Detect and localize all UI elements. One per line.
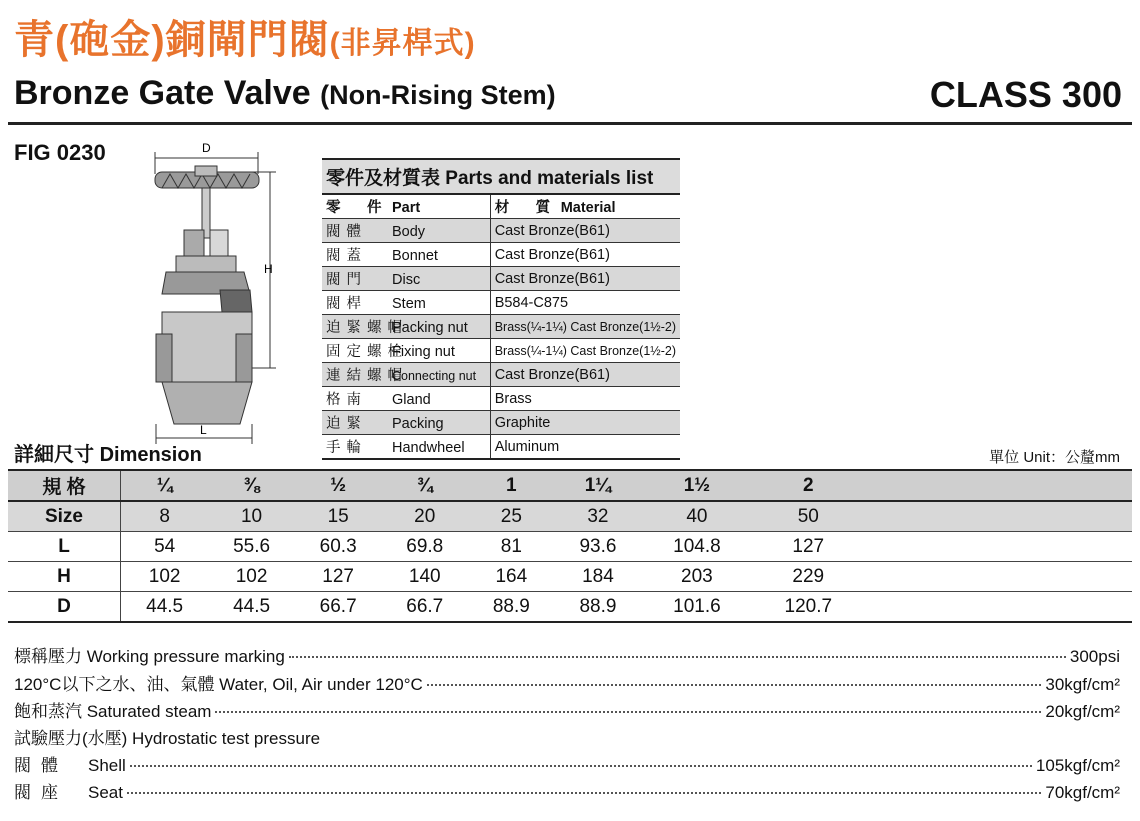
- cell: 127: [295, 562, 382, 592]
- parts-row: [322, 315, 680, 339]
- d-dimension-label: D: [202, 141, 211, 155]
- spec-seat: [14, 778, 1120, 803]
- part-material: Cast Bronze(B61): [490, 363, 680, 387]
- part-cn: 手輪: [326, 440, 367, 456]
- cell: 101.6: [641, 592, 752, 623]
- cell: 88.9: [555, 592, 642, 623]
- spec-label: 120°C以下之水、油、氣體 Water, Oil, Air under 120°C: [14, 675, 423, 694]
- parts-row: [322, 267, 680, 291]
- parts-row: [322, 291, 680, 315]
- dimension-title-en: Dimension: [99, 444, 202, 466]
- part-material: Brass: [490, 387, 680, 411]
- dimension-row-l: [8, 532, 1132, 562]
- row-label: L: [8, 532, 121, 562]
- cell: 54: [121, 532, 209, 562]
- part-material: Cast Bronze(B61): [490, 219, 680, 243]
- part-material: Brass(¼-1¼) Cast Bronze(1½-2): [490, 315, 680, 339]
- parts-row: [322, 435, 680, 460]
- cell: 229: [753, 562, 864, 592]
- dimension-title: [14, 438, 202, 467]
- parts-table-header: [322, 194, 680, 219]
- spec-label-en: Seat: [88, 783, 123, 802]
- cell: 120.7: [753, 592, 864, 623]
- parts-materials-table: [322, 158, 680, 460]
- cell: 1: [468, 470, 555, 501]
- cell: 32: [555, 501, 642, 532]
- spec-value: 20kgf/cm²: [1045, 702, 1120, 721]
- cell: 88.9: [468, 592, 555, 623]
- part-cn: 迫緊: [326, 416, 367, 432]
- parts-row: [322, 363, 680, 387]
- spec-label: 標稱壓力 Working pressure marking: [14, 647, 285, 666]
- part-material: Cast Bronze(B61): [490, 243, 680, 267]
- cell-empty: [864, 532, 1132, 562]
- row-label: H: [8, 562, 121, 592]
- unit-label: 單位 Unit：公釐mm: [989, 449, 1120, 466]
- cell: ¾: [381, 470, 468, 501]
- spec-label-en: Shell: [88, 756, 126, 775]
- cell: ¼: [121, 470, 209, 501]
- cell: 50: [753, 501, 864, 532]
- part-material: B584-C875: [490, 291, 680, 315]
- header-part-en: Part: [392, 200, 421, 216]
- leader-dots: [427, 684, 1042, 686]
- part-cn: 閥桿: [326, 296, 367, 312]
- cell: 60.3: [295, 532, 382, 562]
- cell: 2: [753, 470, 864, 501]
- leader-dots: [215, 711, 1041, 713]
- parts-caption-en: Parts and materials list: [445, 168, 654, 189]
- cell: 104.8: [641, 532, 752, 562]
- cell: 102: [121, 562, 209, 592]
- row-label: 規 格: [8, 470, 121, 501]
- title-chinese-sub: (非昇桿式): [329, 27, 476, 60]
- spec-label-cn: 閥體: [14, 756, 68, 775]
- h-dimension-label: H: [264, 262, 273, 276]
- cell-empty: [864, 470, 1132, 501]
- cell: 184: [555, 562, 642, 592]
- leader-dots: [130, 765, 1032, 767]
- row-label: Size: [8, 501, 121, 532]
- dimension-row-size: [8, 501, 1132, 532]
- cell: 69.8: [381, 532, 468, 562]
- parts-caption-cn: 零件及材質表: [326, 168, 441, 189]
- pressure-class-label: CLASS 300: [929, 74, 1122, 115]
- part-material: Brass(¼-1¼) Cast Bronze(1½-2): [490, 339, 680, 363]
- parts-row: [322, 387, 680, 411]
- part-en: Handwheel: [392, 440, 465, 456]
- title-english-main: Bronze Gate Valve: [14, 74, 311, 112]
- cell: ⅜: [208, 470, 295, 501]
- cell: 66.7: [381, 592, 468, 623]
- cell: ½: [295, 470, 382, 501]
- part-en: Disc: [392, 272, 421, 288]
- parts-table-caption: [322, 159, 680, 194]
- cell: 25: [468, 501, 555, 532]
- spec-value: 300psi: [1069, 647, 1120, 666]
- leader-dots: [289, 656, 1066, 658]
- cell: 44.5: [208, 592, 295, 623]
- cell: 15: [295, 501, 382, 532]
- dimension-row-h: [8, 562, 1132, 592]
- dimension-row-d: [8, 592, 1132, 623]
- cell: 10: [208, 501, 295, 532]
- part-en: Packing: [392, 416, 444, 432]
- spec-value: 105kgf/cm²: [1035, 756, 1120, 775]
- cell: 1¼: [555, 470, 642, 501]
- spec-label: 試驗壓力(水壓) Hydrostatic test pressure: [14, 729, 321, 748]
- spec-label-cn: 閥座: [14, 783, 68, 802]
- l-dimension-label: L: [200, 423, 207, 437]
- parts-row: [322, 339, 680, 363]
- cell: 81: [468, 532, 555, 562]
- header-material-en: Material: [560, 200, 616, 216]
- cell-empty: [864, 562, 1132, 592]
- valve-drawing: [140, 138, 320, 450]
- part-en: Packing nut: [392, 320, 468, 336]
- spec-working-pressure: [14, 642, 1120, 667]
- part-en: Body: [392, 224, 426, 240]
- title-english-sub: (Non-Rising Stem): [320, 80, 556, 110]
- cell-empty: [864, 592, 1132, 623]
- header-material-cn: 材 質: [494, 200, 557, 216]
- part-material: Cast Bronze(B61): [490, 267, 680, 291]
- packing-nut: [184, 230, 204, 256]
- part-en: Fixing nut: [392, 344, 455, 360]
- figure-number: FIG 0230: [14, 140, 106, 165]
- cell: 40: [641, 501, 752, 532]
- cell: 127: [753, 532, 864, 562]
- cell: 8: [121, 501, 209, 532]
- spec-value: 70kgf/cm²: [1045, 783, 1120, 802]
- spec-shell: [14, 751, 1120, 776]
- cell: 55.6: [208, 532, 295, 562]
- part-cn: 連結螺帽: [326, 368, 408, 384]
- part-cn: 迫緊螺帽: [326, 320, 408, 336]
- cell: 203: [641, 562, 752, 592]
- spec-hydrostatic-test: [14, 724, 1120, 749]
- title-chinese-main: 青(砲金)銅閘門閥: [14, 18, 330, 62]
- cell-empty: [864, 501, 1132, 532]
- part-material: Graphite: [490, 411, 680, 435]
- cell: 164: [468, 562, 555, 592]
- spec-water-oil-air: [14, 670, 1120, 695]
- part-cn: 格南: [326, 392, 367, 408]
- parts-row: [322, 411, 680, 435]
- parts-row: [322, 243, 680, 267]
- part-en: Connecting nut: [392, 369, 477, 383]
- title-english: [14, 74, 556, 113]
- cell: 1½: [641, 470, 752, 501]
- parts-row: [322, 219, 680, 243]
- cell: 44.5: [121, 592, 209, 623]
- part-cn: 閥體: [326, 224, 367, 240]
- cell: 66.7: [295, 592, 382, 623]
- cell: 93.6: [555, 532, 642, 562]
- part-en: Stem: [392, 296, 426, 312]
- dimension-row-spec: [8, 470, 1132, 501]
- cell: 102: [208, 562, 295, 592]
- title-chinese: [14, 8, 476, 65]
- header-part-cn: 零 件: [326, 200, 388, 216]
- part-material: Aluminum: [490, 435, 680, 460]
- spec-value: 30kgf/cm²: [1045, 675, 1120, 694]
- leader-dots: [127, 792, 1041, 794]
- row-label: D: [8, 592, 121, 623]
- part-en: Bonnet: [392, 248, 438, 264]
- header-divider: [8, 122, 1132, 125]
- cell: 20: [381, 501, 468, 532]
- cell: 140: [381, 562, 468, 592]
- spec-saturated-steam: [14, 697, 1120, 722]
- dimension-table: [8, 469, 1132, 623]
- dimension-title-cn: 詳細尺寸: [14, 444, 94, 466]
- spec-label: 飽和蒸汽 Saturated steam: [14, 702, 212, 721]
- part-en: Gland: [392, 392, 431, 408]
- part-cn: 閥門: [326, 272, 367, 288]
- part-cn: 固定螺栓: [326, 344, 408, 360]
- part-cn: 閥蓋: [326, 248, 367, 264]
